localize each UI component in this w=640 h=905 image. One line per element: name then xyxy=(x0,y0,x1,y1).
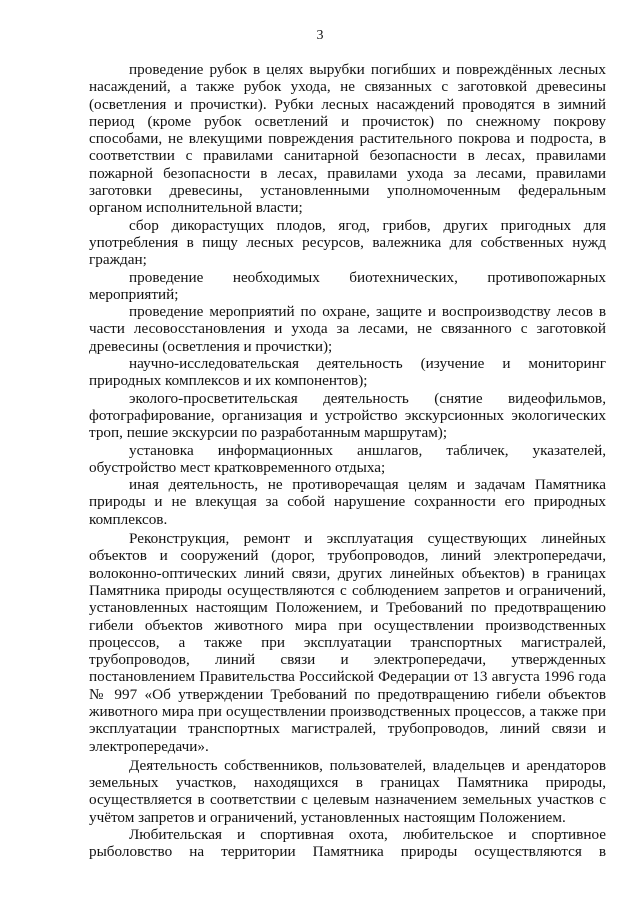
paragraph-logging: проведение рубок в целях вырубки погибших и повреждённых лесных насаждений, а также рубок ухода, не связанных с заготовкой древесины (осветления и прочистки). Рубки лесных насаждений проводятся в зимний период (кроме рубок осветлений и прочисток) по снежному покрову способами, не влекущими повреждения растительного покрова и подроста, в соответствии с правилами санитарной безопасности в лесах, правилами пожарной безопасности в лесах, правилами ухода за лесами, правилами заготовки древесины, установленными уполномоченным федеральным органом исполнительной власти; xyxy=(89,61,606,217)
paragraph-land-owners: Деятельность собственников, пользователей, владельцев и арендаторов земельных участков, находящихся в границах Памятника природы, осуществляется в соответствии с целевым назначением земельных участков с учётом запретов и ограничений, установленных настоящим Положением. xyxy=(89,756,606,826)
paragraph-biotechnical: проведение необходимых биотехнических, противопожарных мероприятий; xyxy=(89,268,606,303)
paragraph-forest-protection: проведение мероприятий по охране, защите и воспроизводству лесов в части лесовосстановления и ухода за лесами, не связанного с заготовкой древесины (осветления и прочистки); xyxy=(89,303,606,355)
page-number: 3 xyxy=(316,28,324,43)
paragraph-education: эколого-просветительская деятельность (снятие видеофильмов, фотографирование, организация и устройство экскурсионных экологических троп, пешие экскурсии по разработанным маршрутам); xyxy=(89,389,606,442)
paragraph-reconstruction: Реконструкция, ремонт и эксплуатация существующих линейных объектов и сооружений (дорог, трубопроводов, линий электропередачи, волоконно-оптических линий связи, других линейных объектов) в границах Памятника природы осуществляются с соблюдением запретов и ограничений, установленных настоящим Положением, и Требований по предотвращению гибели объектов животного мира при осуществлении производственных процессов, а также при эксплуатации транспортных магистралей, трубопроводов, линий связи и электропередачи, утвержденных постановлением Правительства Российской Федерации от 13 августа 1996 года № 997 «Об утверждении Требований по предотвращению гибели объектов животного мира при осуществлении производственных процессов, а также при эксплуатации транспортных магистралей, трубопроводов, линий связи и электропередачи». xyxy=(89,530,606,755)
paragraph-hunting: Любительская и спортивная охота, любительское и спортивное рыболовство на территории Памятника природы осуществляются в xyxy=(89,826,606,861)
paragraph-wild-harvest: сбор дикорастущих плодов, ягод, грибов, других пригодных для употребления в пищу лесных ресурсов, валежника для собственных нужд граждан; xyxy=(89,216,606,269)
paragraph-signage: установка информационных аншлагов, табличек, указателей, обустройство мест кратковременного отдыха; xyxy=(89,441,606,476)
paragraph-other-activity: иная деятельность, не противоречащая целям и задачам Памятника природы и не влекущая за собой нарушение сохранности его природных комплексов. xyxy=(89,476,606,528)
document-body xyxy=(89,61,606,861)
paragraph-research: научно-исследовательская деятельность (изучение и мониторинг природных комплексов и их компонентов); xyxy=(89,355,606,390)
